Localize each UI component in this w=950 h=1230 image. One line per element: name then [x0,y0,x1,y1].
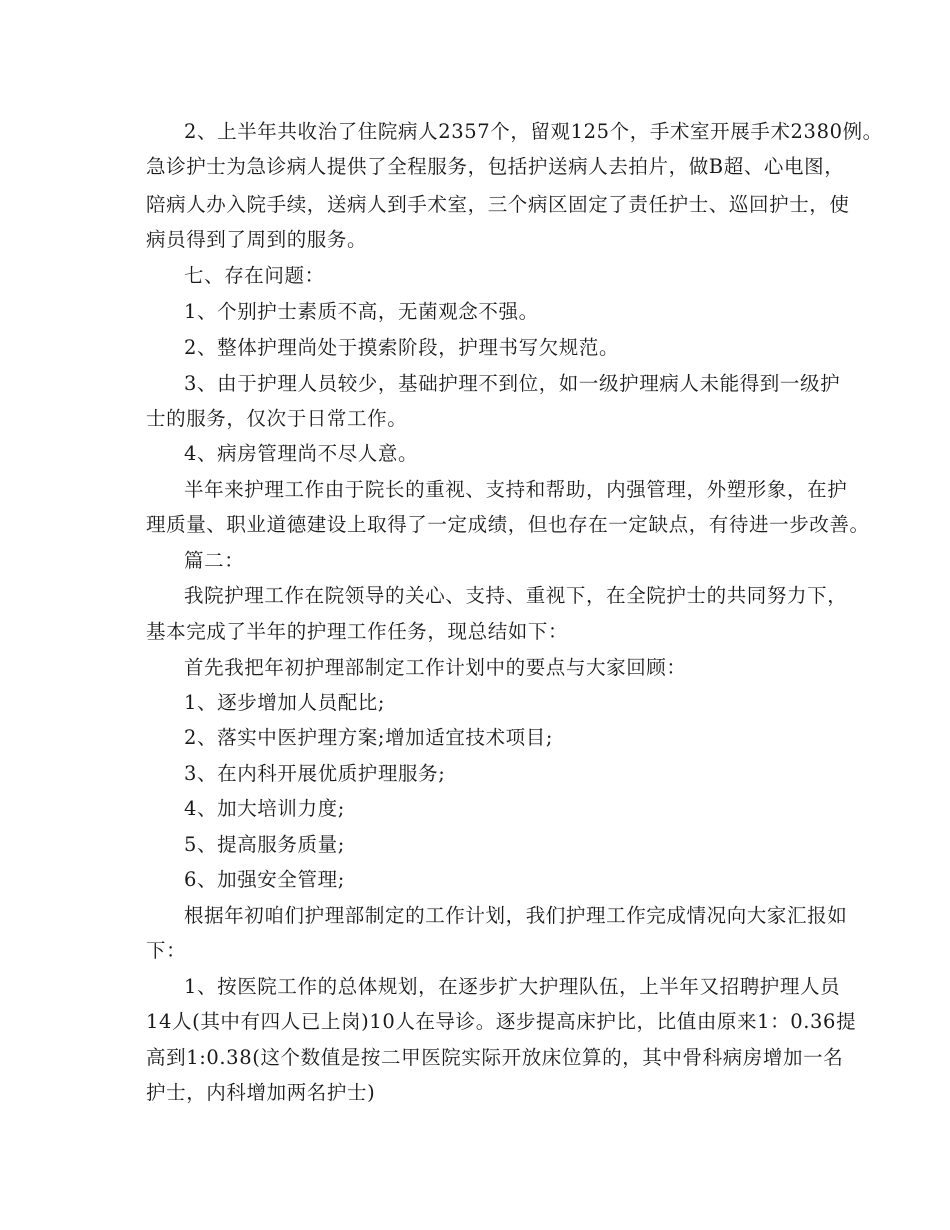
list-item: 2、落实中医护理方案;增加适宜技术项目; [184,726,554,749]
section-heading: 篇二： [184,549,245,572]
paragraph-line: 2、上半年共收治了住院病人2357个，留观125个，手术室开展手术2380例。 [184,120,883,143]
list-item-continuation: 护士，内科增加两名护士) [146,1081,376,1104]
paragraph-line: 急诊护士为急诊病人提供了全程服务，包括护送病人去拍片，做B超、心电图， [146,155,845,178]
list-item: 3、由于护理人员较少，基础护理不到位，如一级护理病人未能得到一级护 [184,372,841,395]
paragraph-line: 我院护理工作在院领导的关心、支持、重视下，在全院护士的共同努力下， [184,584,848,607]
list-item-continuation: 士的服务，仅次于日常工作。 [146,407,408,430]
list-item: 2、整体护理尚处于摸索阶段，护理书写欠规范。 [184,336,620,359]
list-item: 4、病房管理尚不尽人意。 [184,442,419,465]
paragraph-line: 基本完成了半年的护理工作任务，现总结如下： [146,620,569,643]
paragraph-line: 半年来护理工作由于院长的重视、支持和帮助，内强管理，外塑形象，在护 [184,478,848,501]
list-item: 1、按医院工作的总体规划，在逐步扩大护理队伍，上半年又招聘护理人员 [184,975,841,998]
list-item: 5、提高服务质量; [184,833,345,856]
list-item: 4、加大培训力度; [184,797,345,820]
list-item: 6、加强安全管理; [184,868,345,891]
list-item-continuation: 14人(其中有四人已上岗)10人在导诊。逐步提高床护比，比值由原来1：0.36提 [146,1010,857,1033]
list-item: 3、在内科开展优质护理服务; [184,762,446,785]
list-item-continuation: 高到1:0.38(这个数值是按二甲医院实际开放床位算的，其中骨科病房增加一名 [146,1046,844,1069]
paragraph-line: 陪病人办入院手续，送病人到手术室，三个病区固定了责任护士、巡回护士，使 [146,193,850,216]
paragraph-line: 根据年初咱们护理部制定的工作计划，我们护理工作完成情况向大家汇报如 [184,904,848,927]
list-item: 1、个别护士素质不高，无菌观念不强。 [184,300,539,323]
paragraph-line: 理质量、职业道德建设上取得了一定成绩，但也存在一定缺点，有待进一步改善。 [146,513,870,536]
list-item: 1、逐步增加人员配比; [184,691,386,714]
paragraph-line: 病员得到了周到的服务。 [146,228,368,251]
paragraph-line: 下： [146,939,187,962]
paragraph-line: 首先我把年初护理部制定工作计划中的要点与大家回顾： [184,656,687,679]
section-heading: 七、存在问题： [184,264,325,287]
